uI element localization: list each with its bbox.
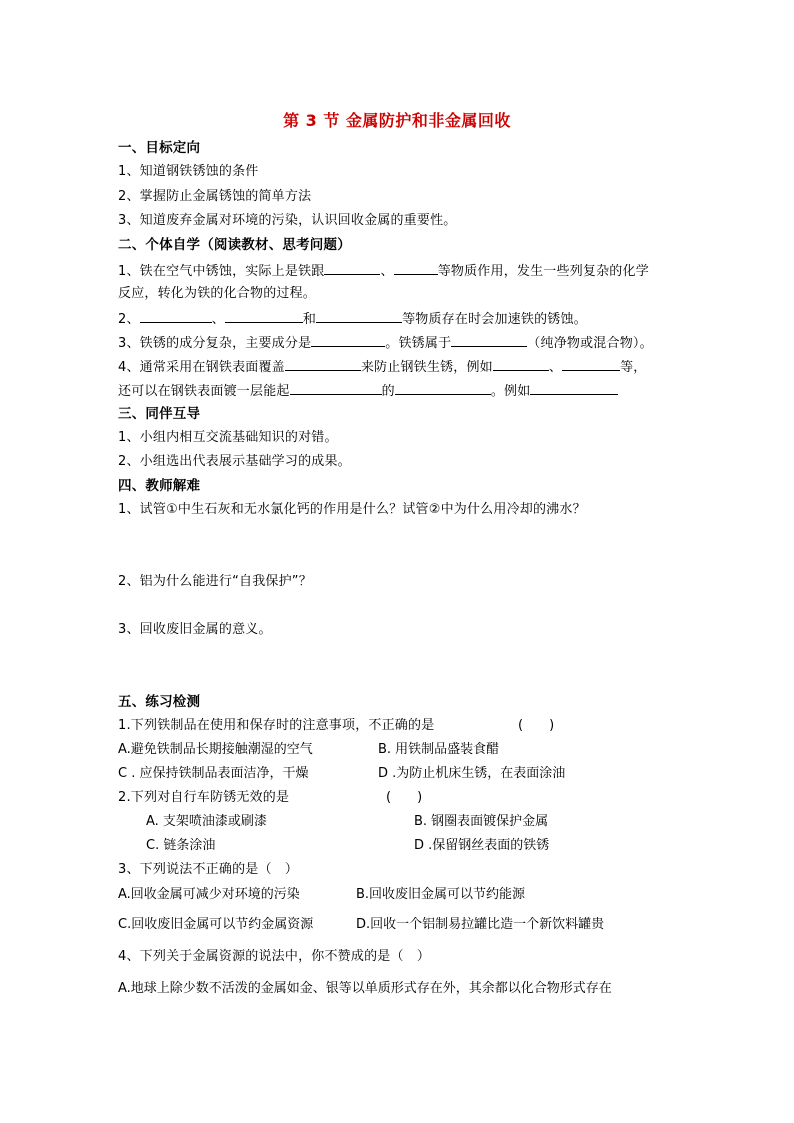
section-heading-teacher: 四、教师解难: [118, 478, 201, 494]
text-segment: 等物质作用，发生一些列复杂的化学: [437, 264, 649, 279]
practice-q1: 1.下列铁制品在使用和保存时的注意事项，不正确的是: [118, 718, 435, 733]
option-a: A.地球上除少数不活泼的金属如金、银等以单质形式存在外，其余都以化合物形式存在: [118, 981, 612, 996]
self-study-q4-cont: [118, 382, 618, 400]
text-segment: 2、: [118, 312, 140, 327]
answer-paren[interactable]: ( ): [518, 718, 555, 733]
teacher-question: 2、铝为什么能进行“自我保护”？: [118, 574, 312, 589]
option-d: D .为防止机床生锈，在表面涂油: [378, 766, 566, 781]
page-title: 第 3 节 金属防护和非金属回收: [283, 111, 511, 130]
peer-item: 1、小组内相互交流基础知识的对错。: [118, 430, 338, 445]
self-study-q1-cont: 反应，转化为铁的化合物的过程。: [118, 286, 317, 301]
self-study-q3: [118, 334, 653, 352]
fill-blank[interactable]: [394, 262, 438, 275]
fill-blank[interactable]: [324, 262, 380, 275]
text-segment: 还可以在钢铁表面镀一层能起: [118, 384, 290, 399]
section-heading-goals: 一、目标定向: [118, 140, 201, 156]
text-segment: 和: [302, 312, 317, 327]
option-b: B. 用铁制品盛装食醋: [378, 742, 500, 757]
text-segment: 4、通常采用在钢铁表面覆盖: [118, 360, 285, 375]
text-segment: 的: [381, 384, 395, 399]
goal-item: 3、知道废弃金属对环境的污染，认识回收金属的重要性。: [118, 213, 457, 228]
text-segment: 来防止钢铁生锈，例如: [360, 360, 493, 375]
option-d: D .保留钢丝表面的铁锈: [414, 838, 550, 853]
goal-item: 1、知道钢铁锈蚀的条件: [118, 164, 259, 179]
text-segment: （纯净物或混合物）。: [527, 336, 653, 351]
fill-blank[interactable]: [316, 310, 402, 323]
fill-blank[interactable]: [562, 358, 620, 371]
fill-blank[interactable]: [451, 334, 527, 347]
peer-item: 2、小组选出代表展示基础学习的成果。: [118, 454, 351, 469]
option-b: B.回收废旧金属可以节约能源: [356, 887, 526, 902]
text-segment: 、: [211, 312, 225, 327]
practice-q4: 4、下列关于金属资源的说法中，你不赞成的是（ ）: [118, 949, 431, 964]
option-c: C. 链条涂油: [146, 838, 216, 853]
teacher-question: 3、回收废旧金属的意义。: [118, 622, 272, 637]
fill-blank[interactable]: [225, 310, 303, 323]
option-c: C.回收废旧金属可以节约金属资源: [118, 917, 314, 932]
option-c: C . 应保持铁制品表面洁净，干燥: [118, 766, 309, 781]
teacher-question: 1、试管①中生石灰和无水氯化钙的作用是什么？试管②中为什么用冷却的沸水？: [118, 502, 586, 517]
fill-blank[interactable]: [290, 382, 382, 395]
text-segment: 3、铁锈的成分复杂，主要成分是: [118, 336, 312, 351]
text-segment: 、: [548, 360, 563, 375]
text-segment: 等，: [620, 360, 647, 375]
self-study-q4: [118, 358, 647, 376]
text-segment: 、: [380, 264, 394, 279]
self-study-q1: [118, 262, 649, 280]
option-a: A.避免铁制品长期接触潮湿的空气: [118, 742, 313, 757]
text-segment: 等物质存在时会加速铁的锈蚀。: [402, 312, 587, 327]
option-a: A. 支架喷油漆或刷漆: [146, 814, 267, 829]
section-heading-peer: 三、同伴互导: [118, 406, 201, 422]
text-segment: 。铁锈属于: [385, 336, 452, 351]
section-heading-practice: 五、练习检测: [118, 694, 201, 710]
text-segment: 1、铁在空气中锈蚀，实际上是铁跟: [118, 264, 325, 279]
option-b: B. 钢圈表面镀保护金属: [414, 814, 549, 829]
fill-blank[interactable]: [311, 334, 385, 347]
fill-blank[interactable]: [395, 382, 491, 395]
text-segment: 。例如: [490, 384, 531, 399]
option-d: D.回收一个铝制易拉罐比造一个新饮料罐贵: [356, 917, 605, 932]
fill-blank[interactable]: [493, 358, 549, 371]
goal-item: 2、掌握防止金属锈蚀的简单方法: [118, 189, 312, 204]
fill-blank[interactable]: [530, 382, 618, 395]
section-heading-self-study: 二、个体自学（阅读教材、思考问题）: [118, 237, 351, 253]
self-study-q2: [118, 310, 587, 328]
answer-paren[interactable]: ( ): [386, 790, 423, 805]
fill-blank[interactable]: [285, 358, 361, 371]
fill-blank[interactable]: [140, 310, 212, 323]
option-a: A.回收金属可减少对环境的污染: [118, 887, 300, 902]
practice-q2: 2.下列对自行车防锈无效的是: [118, 790, 290, 805]
practice-q3: 3、下列说法不正确的是（ ）: [118, 862, 299, 877]
